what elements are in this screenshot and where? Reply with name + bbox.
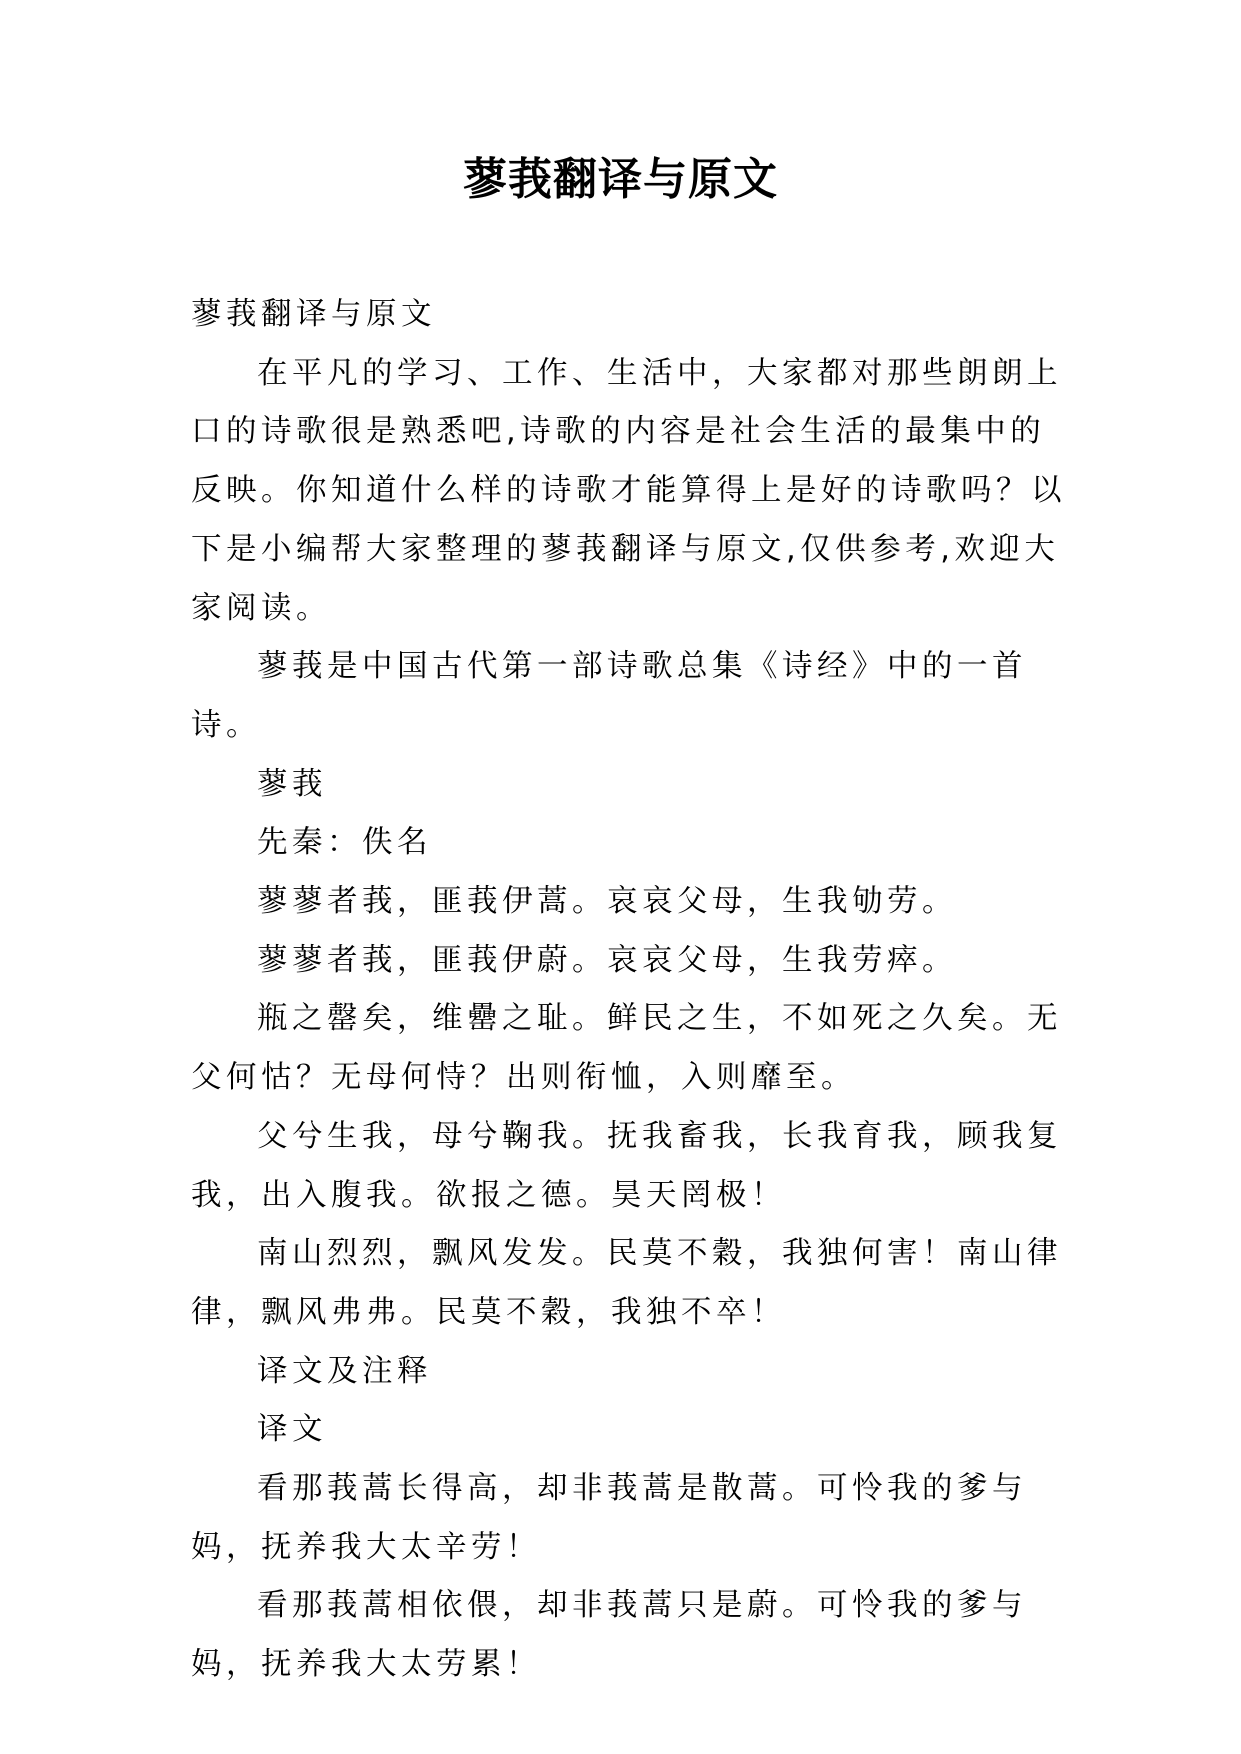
body-heading: 蓼莪翻译与原文 (191, 297, 436, 332)
poem-title: 蓼莪 (257, 766, 327, 802)
poem-stanza: 父兮生我，母兮鞠我。抚我畜我，长我育我，顾我复我，出入腹我。欲报之德。昊天罔极！ (191, 1118, 1062, 1213)
intro-paragraph: 在平凡的学习、工作、生活中，大家都对那些朗朗上口的诗歌很是熟悉吧,诗歌的内容是社会生活的最集中的反映。你知道什么样的诗歌才能算得上是好的诗歌吗？以下是小编帮大家整理的蓼莪翻译与原文,仅供参考,欢迎大家阅读。 (191, 355, 1066, 626)
translation-paragraph: 看那莪蒿长得高，却非莪蒿是散蒿。可怜我的爹与妈，抚养我大太辛劳！ (191, 1471, 1027, 1565)
poem-stanza: 瓶之罄矣，维罍之耻。鲜民之生，不如死之久矣。无父何怙？无母何恃？出则衔恤，入则靡至。 (191, 1001, 1062, 1096)
document-body (191, 286, 1066, 1695)
poem-stanza: 蓼蓼者莪，匪莪伊蔚。哀哀父母，生我劳瘁。 (257, 942, 957, 978)
poem-stanza: 蓼蓼者莪，匪莪伊蒿。哀哀父母，生我劬劳。 (257, 884, 957, 920)
poem-stanza: 南山烈烈，飘风发发。民莫不穀，我独何害！南山律律，飘风弗弗。民莫不穀，我独不卒！ (191, 1236, 1062, 1330)
poem-source-paragraph: 蓼莪是中国古代第一部诗歌总集《诗经》中的一首诗。 (191, 649, 1027, 743)
section-heading-translation: 译文 (257, 1412, 327, 1448)
document-title: 蓼莪翻译与原文 (463, 154, 778, 205)
section-heading-translation-notes: 译文及注释 (257, 1353, 432, 1389)
poem-author: 先秦：佚名 (257, 825, 432, 861)
translation-paragraph: 看那莪蒿相依偎，却非莪蒿只是蔚。可怜我的爹与妈，抚养我大太劳累！ (191, 1588, 1027, 1683)
